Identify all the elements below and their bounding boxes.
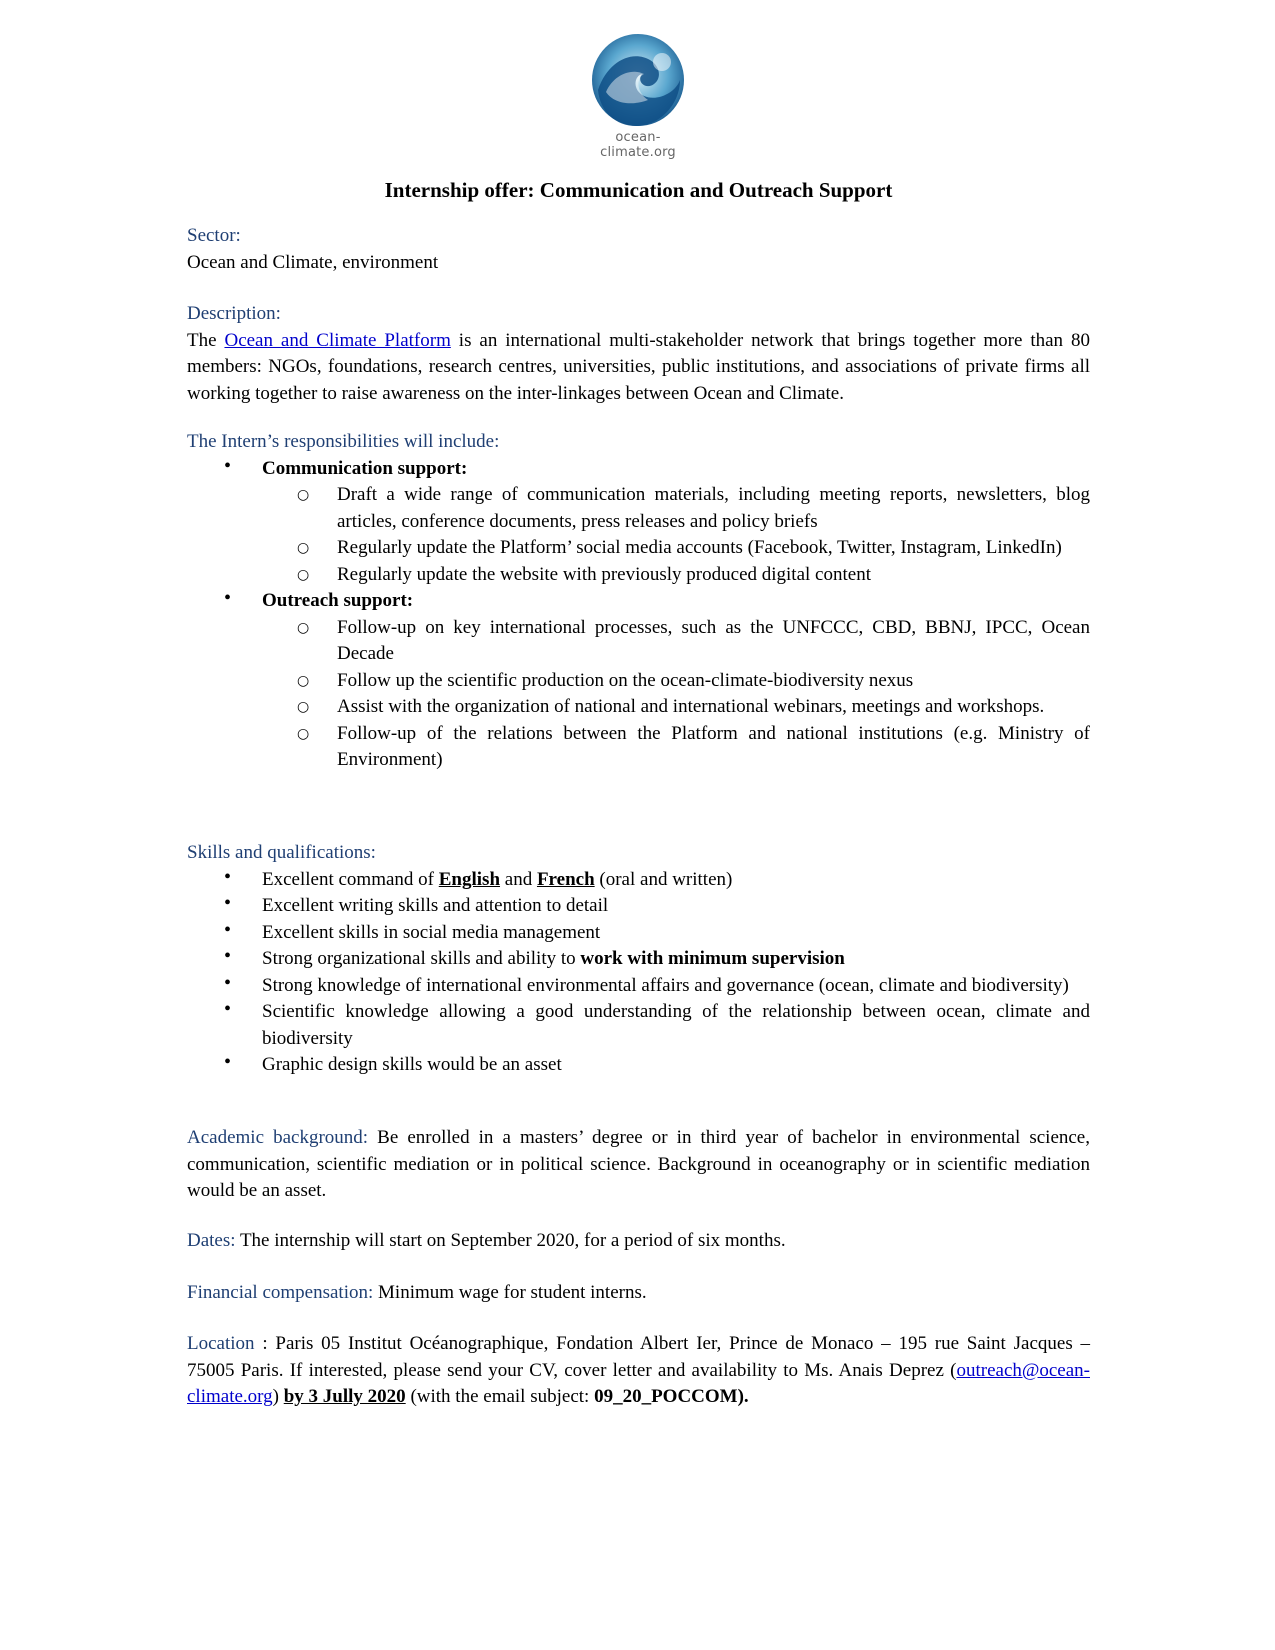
- responsibilities-label: The Intern’s responsibilities will include:: [187, 431, 500, 452]
- responsibilities-section: [187, 429, 1090, 774]
- description-text: The Ocean and Climate Platform is an international multi-stakeholder network that brings together more than 80 members: NGOs, foundations, research centres, universities, public institutions, and associations of private firms all working together to raise awareness on the inter-linkages between Ocean and Climate.: [187, 329, 1090, 404]
- email-subject: 09_20_POCCOM: [594, 1386, 738, 1407]
- list-item: • Strong knowledge of international environmental affairs and governance (ocean, climate and biodiversity): [187, 973, 1090, 1000]
- dates-section: Dates: The internship will start on September 2020, for a period of six months.: [187, 1230, 786, 1251]
- list-item: ○ Regularly update the website with previously produced digital content: [187, 562, 1090, 589]
- group-title: Outreach support:: [262, 590, 414, 611]
- page-title: Internship offer: Communication and Outreach Support: [384, 178, 893, 202]
- location-label: Location: [187, 1333, 255, 1354]
- skills-section: [187, 840, 1090, 1079]
- list-item: • Excellent skills in social media management: [187, 920, 1090, 947]
- academic-section: Academic background: Be enrolled in a masters’ degree or in third year of bachelor in environmental science, communication, scientific mediation or in political science. Background in oceanography or in scientific mediation would be an asset.: [187, 1127, 1090, 1201]
- group-title: Communication support:: [262, 457, 468, 479]
- list-item: ○ Regularly update the Platform’ social media accounts (Facebook, Twitter, Instagram, LinkedIn): [187, 535, 1090, 562]
- list-item: [187, 456, 1090, 483]
- list-item: ○ Assist with the organization of national and international webinars, meetings and workshops.: [187, 694, 1090, 721]
- list-item: • Strong organizational skills and ability to work with minimum supervision: [187, 946, 1090, 973]
- compensation-label: Financial compensation:: [187, 1282, 374, 1303]
- email-link[interactable]: outreach@ocean-climate.org: [187, 1359, 1090, 1407]
- sector-label: Sector:: [187, 225, 241, 246]
- list-item: [187, 588, 1090, 615]
- skills-label: Skills and qualifications:: [187, 842, 376, 863]
- description-section: [187, 301, 1090, 407]
- list-item: ○ Follow up the scientific production on the ocean-climate-biodiversity nexus: [187, 668, 1090, 695]
- deadline: by 3 Jully 2020: [283, 1386, 406, 1407]
- list-item: ○ Follow-up of the relations between the Platform and national institutions (e.g. Ministry of Environment): [187, 721, 1090, 774]
- logo-text: ocean-climate.org: [600, 130, 676, 160]
- list-item: • Scientific knowledge allowing a good understanding of the relationship between ocean, climate and biodiversity: [187, 999, 1090, 1052]
- list-item: • Graphic design skills would be an asset: [187, 1052, 1090, 1079]
- sector-value: Ocean and Climate, environment: [187, 251, 439, 273]
- logo: [583, 30, 693, 160]
- platform-link[interactable]: Ocean and Climate Platform: [224, 329, 451, 351]
- list-item: • Excellent command of English and French (oral and written): [187, 867, 1090, 894]
- academic-label: Academic background:: [187, 1127, 369, 1148]
- dates-label: Dates:: [187, 1230, 236, 1251]
- location-section: Location : Paris 05 Institut Océanographique, Fondation Albert Ier, Prince de Monaco – 195 rue Saint Jacques – 75005 Paris. If interested, please send your CV, cover letter and availability to Ms. Anais Deprez (outreach@ocean-climate.org) by 3 Jully 2020 (with the email subject: 09_20_POCCOM).: [187, 1333, 1090, 1407]
- sector-section: [187, 223, 1090, 276]
- list-item: ○ Draft a wide range of communication materials, including meeting reports, newsletters, blog articles, conference documents, press releases and policy briefs: [187, 482, 1090, 535]
- list-item: ○ Follow-up on key international processes, such as the UNFCCC, CBD, BBNJ, IPCC, Ocean Decade: [187, 615, 1090, 668]
- list-item: • Excellent writing skills and attention to detail: [187, 893, 1090, 920]
- description-label: Description:: [187, 303, 281, 324]
- wave-logo-icon: [588, 30, 688, 130]
- compensation-section: Financial compensation: Minimum wage for student interns.: [187, 1282, 647, 1303]
